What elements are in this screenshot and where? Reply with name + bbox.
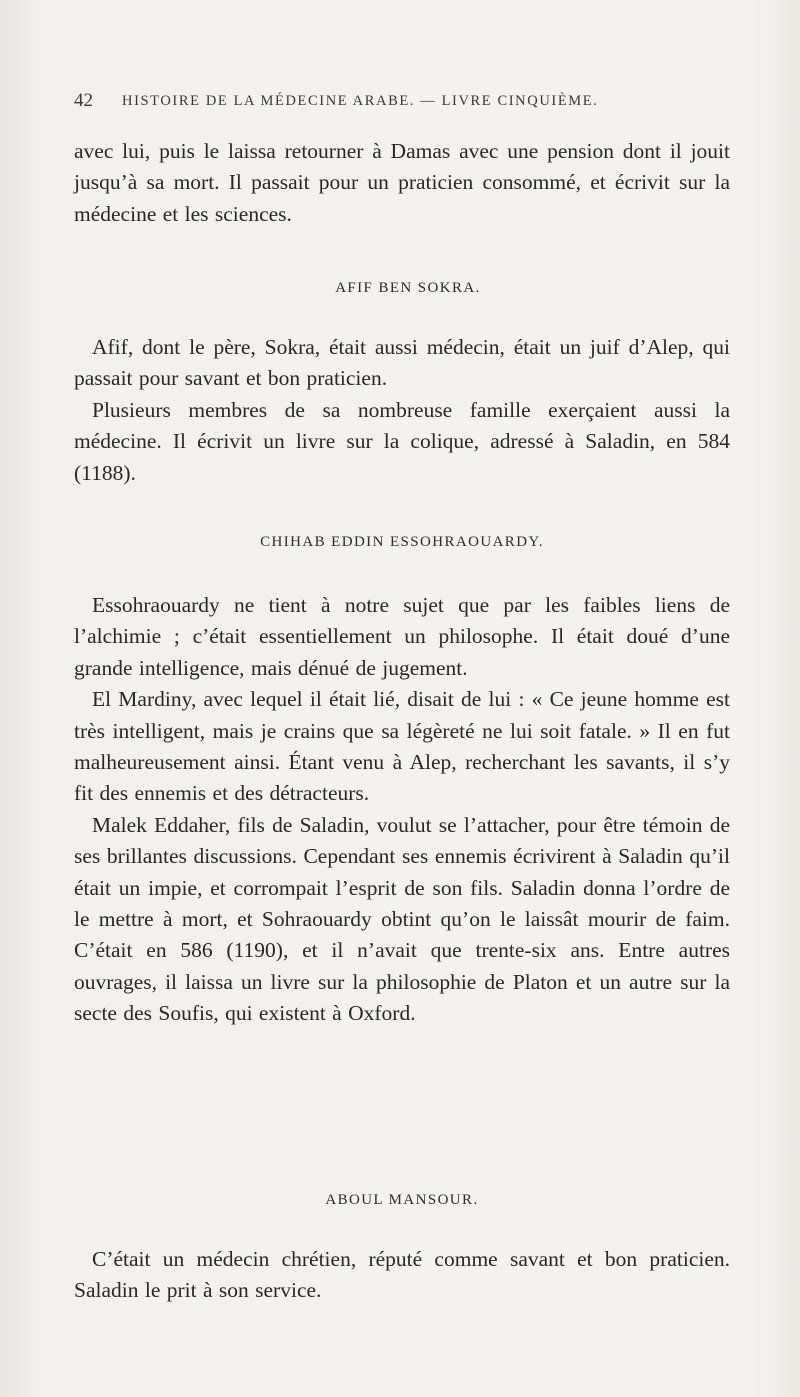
paragraph: C’était un médecin chrétien, réputé comme savant et bon praticien. Saladin le prit à son service.	[74, 1247, 730, 1303]
section-heading-chihab: CHIHAB EDDIN ESSOHRAOUARDY.	[260, 534, 544, 550]
section-heading-aboul-mansour: ABOUL MANSOUR.	[325, 1192, 479, 1208]
paragraph: Essohraouardy ne tient à notre sujet que par les faibles liens de l’alchimie ; c’était essentiellement un philosophe. Il était doué d’une grande intelligence, mais dénué de jugement.	[74, 593, 730, 680]
section-chihab-body	[74, 590, 730, 1030]
paragraph: Malek Eddaher, fils de Saladin, voulut se l’attacher, pour être témoin de ses brillantes discussions. Cependant ses ennemis écrivirent à Saladin qu’il était un impie, et corrompait l’esprit de son fils. Saladin donna l’ordre de le mettre à mort, et Sohraouardy obtint qu’on le laissât mourir de faim. C’était en 586 (1190), et il n’avait que trente-six ans. Entre autres ouvrages, il laissa un livre sur la philosophie de Platon et un autre sur la secte des Soufis, qui existent à Oxford.	[74, 812, 730, 1026]
paragraph: El Mardiny, avec lequel il était lié, disait de lui : « Ce jeune homme est très intelligent, mais je crains que sa légèreté ne lui soit fatale. » Il en fut malheureusement ainsi. Étant venu à Alep, recherchant les savants, il s’y fit des ennemis et des détracteurs.	[74, 687, 730, 806]
section-afif-body	[74, 332, 730, 489]
paragraph: Afif, dont le père, Sokra, était aussi médecin, était un juif d’Alep, qui passait pour savant et bon praticien.	[74, 335, 730, 391]
paragraph-continuation: avec lui, puis le laissa retourner à Damas avec une pension dont il jouit jusqu’à sa mort. Il passait pour un praticien consommé, et écrivit sur la médecine et les sciences.	[74, 139, 730, 226]
running-head	[74, 90, 730, 117]
running-title: HISTOIRE DE LA MÉDECINE ARABE. — LIVRE CINQUIÈME.	[122, 93, 599, 109]
section-heading-afif: AFIF BEN SOKRA.	[335, 280, 481, 296]
paragraph: Plusieurs membres de sa nombreuse famille exerçaient aussi la médecine. Il écrivit un livre sur la colique, adressé à Saladin, en 584 (1188).	[74, 397, 730, 485]
page-number: 42	[74, 90, 93, 111]
